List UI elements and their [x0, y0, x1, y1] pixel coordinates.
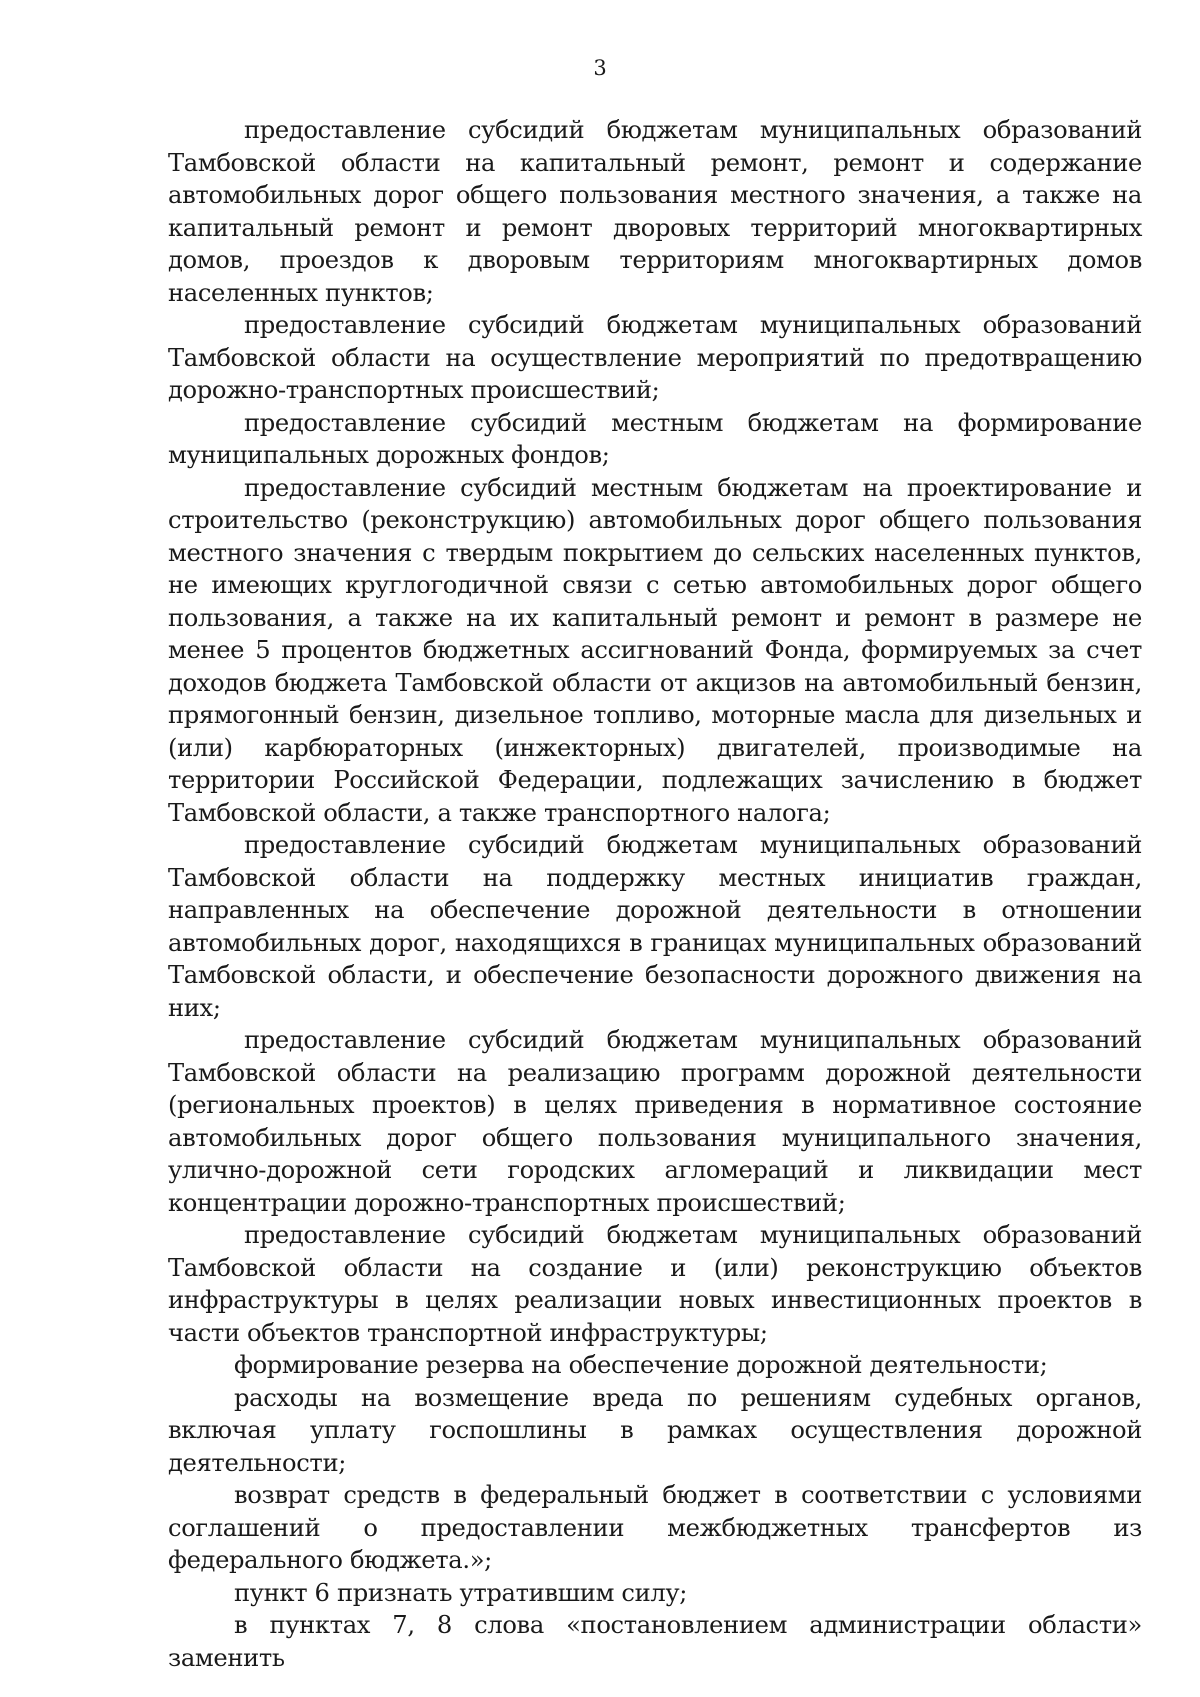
paragraph-2: предоставление субсидий бюджетам муниципальных образований Тамбовской области на осуществление мероприятий по предотвращению дорожно-транспортных происшествий; [168, 311, 1142, 404]
paragraph-1: предоставление субсидий бюджетам муниципальных образований Тамбовской области на капитальный ремонт, ремонт и содержание автомобильных дорог общего пользования местного значения, а также на капитальный ремонт и ремонт дворовых территорий многоквартирных домов, проездов к дворовым территориям многоквартирных домов населенных пунктов; [168, 116, 1142, 307]
paragraph-5: предоставление субсидий бюджетам муниципальных образований Тамбовской области на поддержку местных инициатив граждан, направленных на обеспечение дорожной деятельности в отношении автомобильных дорог, находящихся в границах муниципальных образований Тамбовской области, и обеспечение безопасности дорожного движения на них; [168, 831, 1142, 1022]
document-body [168, 114, 1142, 1674]
paragraph-10: возврат средств в федеральный бюджет в соответствии с условиями соглашений о предоставлении межбюджетных трансфертов из федерального бюджета.»; [168, 1481, 1142, 1574]
paragraph-4: предоставление субсидий местным бюджетам на проектирование и строительство (реконструкцию) автомобильных дорог общего пользования местного значения с твердым покрытием до сельских населенных пунктов, не имеющих круглогодичной связи с сетью автомобильных дорог общего пользования, а также на их капитальный ремонт и ремонт в размере не менее 5 процентов бюджетных ассигнований Фонда, формируемых за счет доходов бюджета Тамбовской области от акцизов на автомобильный бензин, прямогонный бензин, дизельное топливо, моторные масла для дизельных и (или) карбюраторных (инжекторных) двигателей, производимые на территории Российской Федерации, подлежащих зачислению в бюджет Тамбовской области, а также транспортного налога; [168, 473, 1142, 827]
paragraph-8: формирование резерва на обеспечение дорожной деятельности; [234, 1351, 1048, 1379]
paragraph-6: предоставление субсидий бюджетам муниципальных образований Тамбовской области на реализацию программ дорожной деятельности (региональных проектов) в целях приведения в нормативное состояние автомобильных дорог общего пользования муниципального значения, улично-дорожной сети городских агломераций и ликвидации мест концентрации дорожно-транспортных происшествий; [168, 1026, 1142, 1217]
paragraph-12: в пунктах 7, 8 слова «постановлением администрации области» заменить [168, 1611, 1142, 1672]
paragraph-11: пункт 6 признать утратившим силу; [234, 1578, 688, 1607]
paragraph-3: предоставление субсидий местным бюджетам на формирование муниципальных дорожных фондов; [168, 408, 1142, 469]
page-number: 3 [593, 56, 607, 80]
paragraph-9: расходы на возмещение вреда по решениям судебных органов, включая уплату госпошлины в рамках осуществления дорожной деятельности; [168, 1383, 1142, 1477]
paragraph-7: предоставление субсидий бюджетам муниципальных образований Тамбовской области на создание и (или) реконструкцию объектов инфраструктуры в целях реализации новых инвестиционных проектов в части объектов транспортной инфраструктуры; [168, 1221, 1142, 1347]
